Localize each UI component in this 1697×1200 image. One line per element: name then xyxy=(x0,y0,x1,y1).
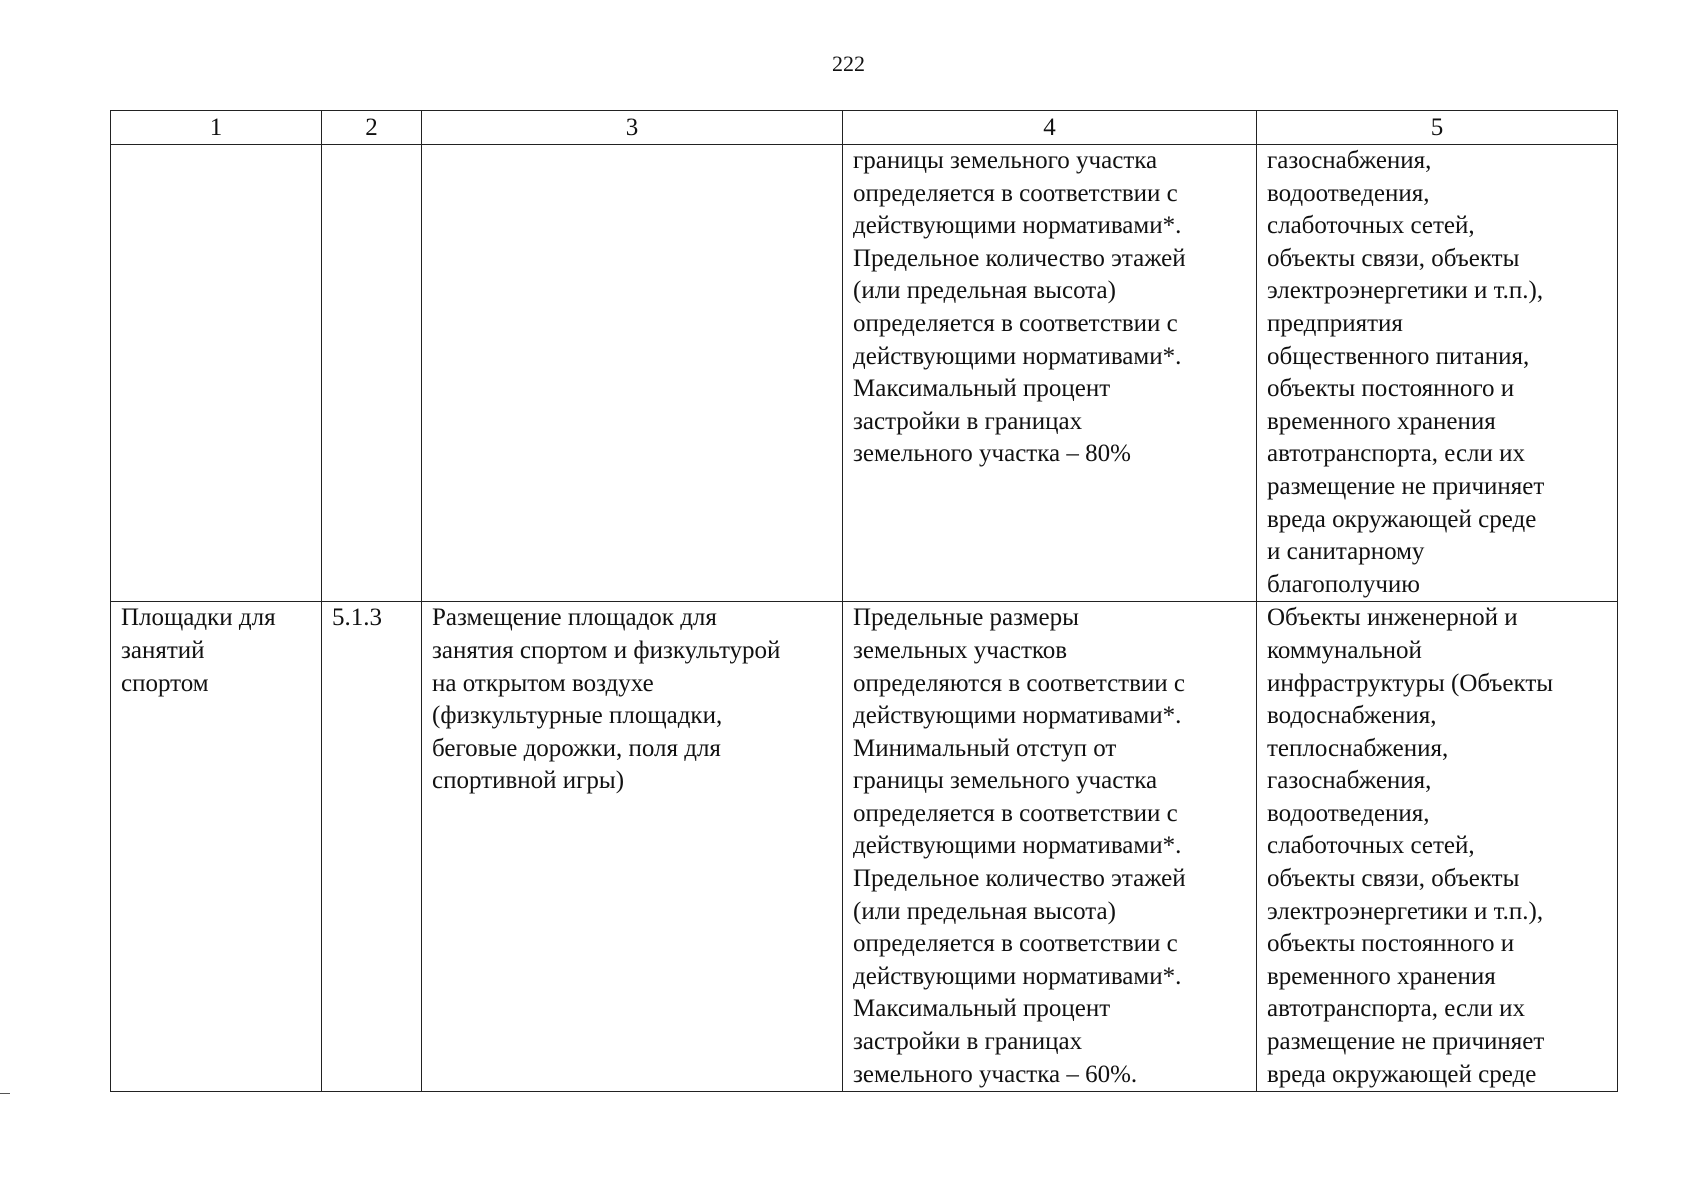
cell-text-line: слаботочных сетей, xyxy=(1267,832,1475,860)
cell-text-line: занятия спортом и физкультурой xyxy=(432,636,781,664)
header-col-1: 1 xyxy=(111,111,322,145)
header-col-4: 4 xyxy=(843,111,1257,145)
cell-text-line: определяются в соответствии с xyxy=(853,669,1186,697)
vri-description-cell xyxy=(422,145,843,602)
cell-text-line: общественного питания, xyxy=(1267,342,1530,370)
cell-text-line: автотранспорта, если их xyxy=(1267,995,1526,1023)
parameters-cell xyxy=(843,602,1257,1092)
cell-text-line: определяется в соответствии с xyxy=(853,179,1178,207)
auxiliary-uses-cell xyxy=(1257,145,1618,602)
cell-text-line: застройки в границах xyxy=(853,1028,1083,1056)
vri-name-cell xyxy=(111,145,322,602)
cell-text-line: Минимальный отступ от xyxy=(853,734,1117,762)
cell-text-line: (физкультурные площадки, xyxy=(432,702,723,730)
cell-text-line: границы земельного участка xyxy=(853,767,1158,795)
cell-text-line: слаботочных сетей, xyxy=(1267,212,1475,240)
cell-text-line: определяется в соответствии с xyxy=(853,930,1178,958)
cell-text-line: размещение не причиняет xyxy=(1267,472,1545,500)
cell-text-line: благополучию xyxy=(1267,570,1420,598)
cell-text-line: земельных участков xyxy=(853,636,1068,664)
cell-text-line: Площадки для xyxy=(121,604,276,632)
vri-code-cell xyxy=(322,145,422,602)
cell-text-line: определяется в соответствии с xyxy=(853,799,1178,827)
cell-text-line: земельного участка – 80% xyxy=(853,440,1131,468)
header-col-3: 3 xyxy=(422,111,843,145)
cell-text-line: газоснабжения, xyxy=(1267,147,1432,174)
cell-text-line: водоотведения, xyxy=(1267,799,1430,827)
cell-text-line: Предельное количество этажей xyxy=(853,865,1186,893)
header-col-2: 2 xyxy=(322,111,422,145)
cell-text-line: застройки в границах xyxy=(853,407,1083,435)
cell-text-line: временного хранения xyxy=(1267,962,1496,990)
cell-text-line: размещение не причиняет xyxy=(1267,1028,1545,1056)
cell-text-line: инфраструктуры (Объекты xyxy=(1267,669,1554,697)
parameters-cell xyxy=(843,145,1257,602)
cell-text-line: действующими нормативами*. xyxy=(853,832,1182,860)
cell-text-line: электроэнергетики и т.п.), xyxy=(1267,277,1544,305)
cell-text-line: электроэнергетики и т.п.), xyxy=(1267,897,1544,925)
vri-name-cell xyxy=(111,602,322,1092)
cell-text-line: действующими нормативами*. xyxy=(853,962,1182,990)
cell-text-line: Предельное количество этажей xyxy=(853,244,1186,272)
scan-edge-mark xyxy=(0,1093,10,1094)
cell-text-line: спортом xyxy=(121,669,209,697)
cell-text-line: 5.1.3 xyxy=(332,604,382,632)
cell-text-line: газоснабжения, xyxy=(1267,767,1432,795)
cell-text-line: границы земельного участка xyxy=(853,147,1158,174)
vri-description-cell xyxy=(422,602,843,1092)
cell-text-line: коммунальной xyxy=(1267,636,1422,664)
cell-text-line: Размещение площадок для xyxy=(432,604,717,632)
cell-text-line: определяется в соответствии с xyxy=(853,309,1178,337)
cell-text-line: объекты постоянного и xyxy=(1267,375,1515,403)
table-row xyxy=(111,145,1618,602)
cell-text-line: Максимальный процент xyxy=(853,375,1111,403)
cell-text-line: спортивной игры) xyxy=(432,767,625,795)
cell-text-line: автотранспорта, если их xyxy=(1267,440,1526,468)
cell-text-line: на открытом воздухе xyxy=(432,669,654,697)
cell-text-line: занятий xyxy=(121,636,205,664)
table-row xyxy=(111,602,1618,1092)
cell-text-line: Объекты инженерной и xyxy=(1267,604,1518,632)
cell-text-line: и санитарному xyxy=(1267,538,1425,566)
cell-text-line: теплоснабжения, xyxy=(1267,734,1449,762)
cell-text-line: земельного участка – 60%. xyxy=(853,1060,1138,1088)
header-col-5: 5 xyxy=(1257,111,1618,145)
cell-text-line: временного хранения xyxy=(1267,407,1496,435)
cell-text-line: объекты связи, объекты xyxy=(1267,865,1520,893)
cell-text-line: водоотведения, xyxy=(1267,179,1430,207)
page-number: 222 xyxy=(832,51,865,76)
land-use-table xyxy=(110,110,1618,1092)
cell-text-line: (или предельная высота) xyxy=(853,277,1116,305)
cell-text-line: водоснабжения, xyxy=(1267,702,1437,730)
cell-text-line: Предельные размеры xyxy=(853,604,1079,632)
auxiliary-uses-cell xyxy=(1257,602,1618,1092)
cell-text-line: вреда окружающей среде xyxy=(1267,505,1537,533)
cell-text-line: действующими нормативами*. xyxy=(853,212,1182,240)
cell-text-line: объекты связи, объекты xyxy=(1267,244,1520,272)
cell-text-line: действующими нормативами*. xyxy=(853,702,1182,730)
cell-text-line: беговые дорожки, поля для xyxy=(432,734,721,762)
cell-text-line: вреда окружающей среде xyxy=(1267,1060,1537,1088)
vri-code-cell xyxy=(322,602,422,1092)
cell-text-line: действующими нормативами*. xyxy=(853,342,1182,370)
cell-text-line: предприятия xyxy=(1267,309,1403,337)
cell-text-line: объекты постоянного и xyxy=(1267,930,1515,958)
header-row xyxy=(111,111,1618,145)
cell-text-line: (или предельная высота) xyxy=(853,897,1116,925)
cell-text-line: Максимальный процент xyxy=(853,995,1111,1023)
